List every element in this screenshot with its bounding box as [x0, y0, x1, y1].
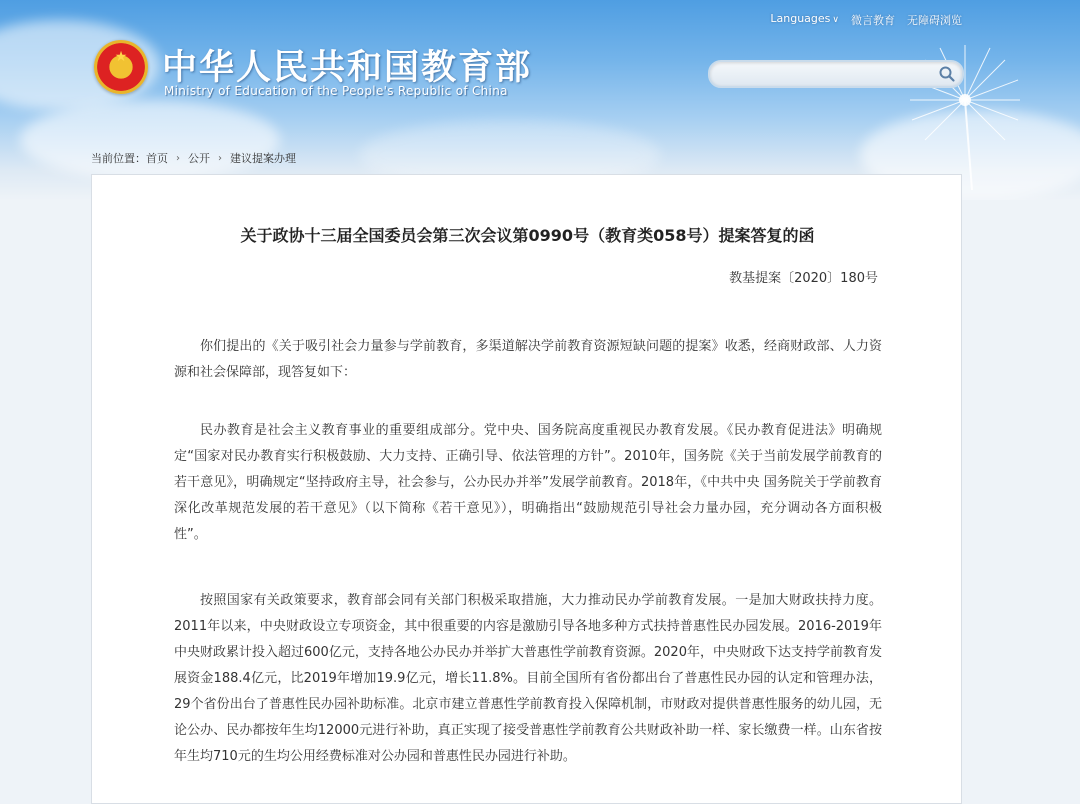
site-subtitle: Ministry of Education of the People's Republic of China: [164, 84, 508, 98]
document-paragraph: 民办教育是社会主义教育事业的重要组成部分。党中央、国务院高度重视民办教育发展。《民办教育促进法》明确规定“国家对民办教育实行积极鼓励、大力支持、正确引导、依法管理的方针”。2010年，国务院《关于当前发展学前教育的若干意见》，明确规定“坚持政府主导，社会参与，公办民办并举”发展学前教育。2018年，《中共中央 国务院关于学前教育深化改革规范发展的若干意见》（以下简称《若干意见》），明确指出“鼓励规范引导社会力量办园，充分调动各方面积极性”。: [174, 423, 882, 542]
search-input[interactable]: [722, 65, 936, 85]
document-paragraph: 你们提出的《关于吸引社会力量参与学前教育，多渠道解决学前教育资源短缺问题的提案》收悉，经商财政部、人力资源和社会保障部，现答复如下：: [174, 339, 882, 380]
languages-label: Languages: [770, 12, 831, 25]
breadcrumb-separator: ›: [218, 152, 222, 164]
breadcrumb: [91, 150, 296, 166]
document-number: 教基提案〔2020〕180号: [729, 271, 878, 286]
breadcrumb-home[interactable]: 首页: [146, 152, 168, 165]
breadcrumb-prefix: 当前位置：: [91, 152, 146, 165]
breadcrumb-proposals[interactable]: 建议提案办理: [230, 152, 296, 165]
national-emblem-logo: ★: [94, 40, 148, 94]
chevron-down-icon: ∨: [832, 15, 839, 25]
breadcrumb-separator: ›: [176, 152, 180, 164]
languages-menu[interactable]: [770, 12, 839, 28]
weiyan-link[interactable]: 微言教育: [851, 14, 895, 27]
cloud-decoration: [20, 100, 280, 180]
page-header: [0, 0, 1080, 200]
document-title: 关于政协十三届全国委员会第三次会议第0990号（教育类058号）提案答复的函: [240, 226, 815, 245]
search-box: [708, 60, 964, 88]
top-links: [770, 12, 962, 28]
document-panel: [91, 174, 962, 804]
breadcrumb-public[interactable]: 公开: [188, 152, 210, 165]
search-icon[interactable]: [938, 65, 956, 83]
accessibility-link[interactable]: 无障碍浏览: [907, 14, 962, 27]
site-title: 中华人民共和国教育部: [162, 47, 533, 88]
document-paragraph: 按照国家有关政策要求，教育部会同有关部门积极采取措施，大力推动民办学前教育发展。一是加大财政扶持力度。2011年以来，中央财政设立专项资金，其中很重要的内容是激励引导各地多种方式扶持普惠性民办园发展。2016-2019年中央财政累计投入超过600亿元，支持各地公办民办并举扩大普惠性学前教育资源。2020年，中央财政下达支持学前教育发展资金188.4亿元，比2019年增加19.9亿元，增长11.8%。目前全国所有省份都出台了普惠性民办园的认定和管理办法，29个省份出台了普惠性民办园补助标准。北京市建立普惠性学前教育投入保障机制，市财政对提供普惠性服务的幼儿园，无论公办、民办都按年生均12000元进行补助，真正实现了接受普惠性学前教育公共财政补助一样、家长缴费一样。山东省按年生均710元的生均公用经费标准对公办园和普惠性民办园进行补助。: [174, 593, 882, 764]
